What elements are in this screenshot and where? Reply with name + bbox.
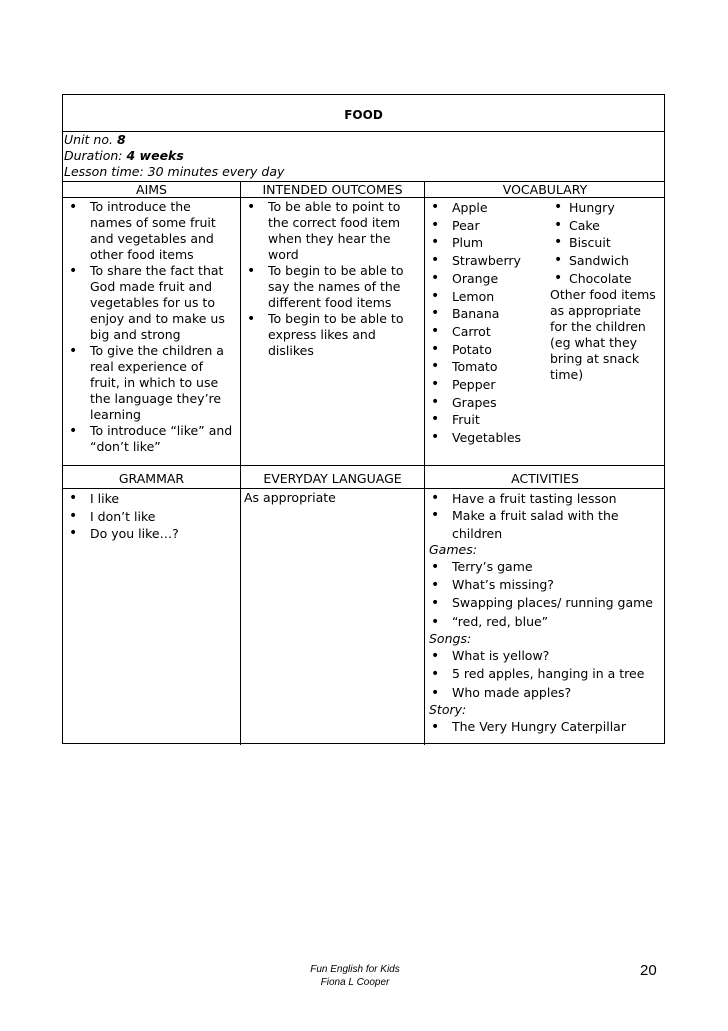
activities [425,490,665,736]
vocabulary-item: • Strawberry [425,252,545,270]
game-item: • “red, red, blue” [425,613,665,631]
unit-line [64,132,654,148]
aim-item: • To introduce the names of some fruit and vegetables and other food items [63,199,235,263]
story-item: • The Very Hungry Caterpillar [425,718,665,736]
grammar-list [63,490,235,543]
page-number: 20 [640,962,657,979]
vocabulary-item: • Lemon [425,288,545,306]
vocabulary-item: • Potato [425,341,545,359]
grammar-item: • I don’t like [63,508,235,526]
vocabulary-item: • Grapes [425,394,545,412]
footer [290,963,420,989]
vocabulary-item: • Fruit [425,411,545,429]
activities-list [425,490,665,542]
grammar-item: • I like [63,490,235,508]
header-grammar: GRAMMAR [118,471,185,486]
outcomes-list [241,199,421,359]
vocabulary-item: • Carrot [425,323,545,341]
aim-item: • To share the fact that God made fruit and vegetables for us to enjoy and to make us big and strong [63,263,235,343]
row-divider [63,488,664,489]
vocabulary-item: • Chocolate [548,270,660,288]
vocabulary-item: • Orange [425,270,545,288]
header-outcomes: INTENDED OUTCOMES [262,182,403,197]
header-aims: AIMS [136,182,167,197]
vocabulary-item: • Banana [425,305,545,323]
lesson-plan-table [62,94,665,744]
header-activities: ACTIVITIES [511,471,579,486]
vocabulary-item: • Biscuit [548,234,660,252]
everyday-language: As appropriate [244,490,336,505]
outcome-item: • To begin to be able to say the names of the different food items [241,263,421,311]
song-item: • What is yellow? [425,647,665,665]
game-item: • Terry’s game [425,558,665,576]
activity-item: • Make a fruit salad with the children [425,507,665,542]
unit-value: 8 [116,132,126,147]
vocabulary-item: • Vegetables [425,429,545,447]
game-item: • What’s missing? [425,576,665,594]
story-list [425,718,665,736]
aim-item: • To introduce “like” and “don’t like” [63,423,235,455]
footer-book-title: Fun English for Kids [310,964,400,975]
game-item: • Swapping places/ running game [425,594,665,612]
table-title: FOOD [63,95,664,132]
lesson-time: Lesson time: 30 minutes every day [64,164,285,179]
unit-info [64,132,654,180]
vocabulary-note: Other food items as appropriate for the children (eg what they bring at snack time) [550,287,656,382]
duration-label: Duration: [64,148,123,163]
duration-line [64,148,654,164]
games-label: Games: [429,541,477,557]
unit-label: Unit no. [64,132,113,147]
vocabulary-item: • Plum [425,234,545,252]
vocabulary-item: • Cake [548,217,660,235]
row-divider [63,465,664,466]
vocabulary-item: • Hungry [548,199,660,217]
songs-list [425,647,665,702]
vocabulary-list-1 [425,199,545,447]
vocabulary-item: • Tomato [425,358,545,376]
aim-item: • To give the children a real experience of fruit, in which to use the language they’re learning [63,343,235,423]
header-everyday: EVERYDAY LANGUAGE [263,471,402,486]
footer-author: Fiona L Cooper [320,977,390,988]
story-label: Story: [429,701,467,717]
songs-label: Songs: [429,631,472,647]
aims-list [63,199,235,455]
outcome-item: • To begin to be able to express likes and dislikes [241,311,421,359]
vocabulary-item: • Apple [425,199,545,217]
song-item: • 5 red apples, hanging in a tree [425,665,665,683]
duration-value: 4 weeks [126,148,184,163]
header-vocabulary: VOCABULARY [502,182,588,197]
games-list [425,558,665,631]
activity-item: • Have a fruit tasting lesson [425,490,665,507]
vocabulary-item: • Sandwich [548,252,660,270]
vocabulary-list-2 [548,199,660,288]
vocabulary-item: • Pear [425,217,545,235]
outcome-item: • To be able to point to the correct food item when they hear the word [241,199,421,263]
song-item: • Who made apples? [425,684,665,702]
grammar-item: • Do you like…? [63,525,235,543]
vocabulary-item: • Pepper [425,376,545,394]
